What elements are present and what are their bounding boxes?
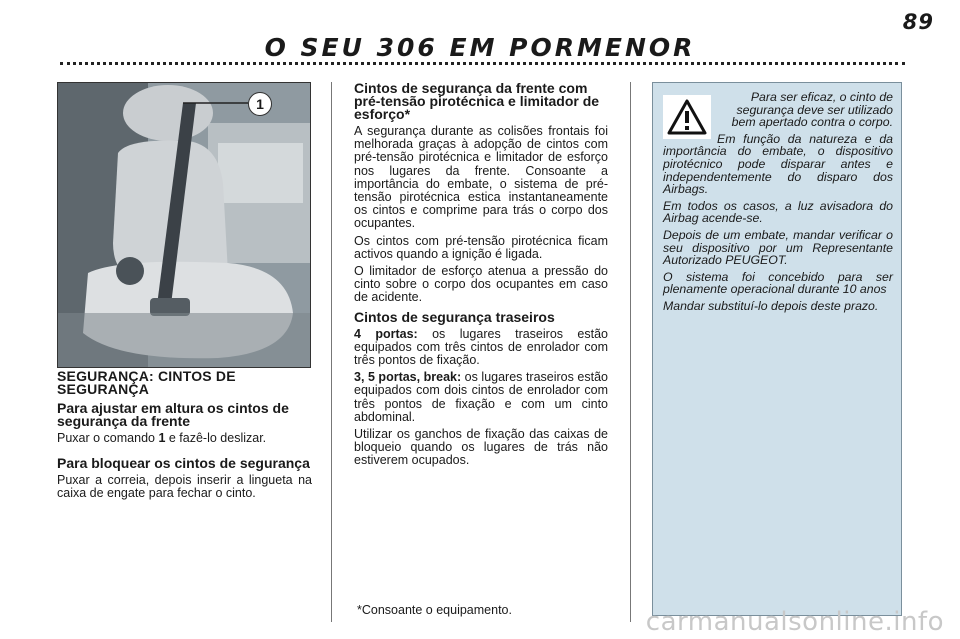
adjust-height-text: Puxar o comando 1 e fazê-lo deslizar. (57, 431, 267, 445)
column-middle (354, 82, 608, 472)
callout-1: 1 (248, 92, 272, 116)
adjust-height-title: Para ajustar em altura os cintos de segurança da frente (57, 400, 289, 429)
dotted-rule (60, 62, 905, 65)
control-number: 1 (158, 431, 166, 445)
warning-p4: Depois de um embate, mandar verificar o seu dispositivo por um Representante Autorizado PEUGEOT. (663, 227, 893, 268)
rear-belts-p3: Utilizar os ganchos de fixação das caixas de bloqueio quando os lugares de trás não estiverem ocupados. (354, 427, 608, 468)
seatbelt-photo (57, 82, 311, 368)
warning-triangle-icon (663, 95, 711, 139)
warning-p5: O sistema foi concebido para ser plenamente operacional durante 10 anos (663, 269, 893, 297)
chapter-title: O SEU 306 EM PORMENOR (264, 33, 696, 62)
column-left (57, 370, 312, 505)
front-belts-p1: A segurança durante as colisões frontais foi melhorada graças à adopção de cintos com pré-tensão pirotécnica e limitador de esforço nos lugares da frente. Consoante a importância do embate, o sistema de pré-tensão pirotécnica estica instantaneamente os cintos e comprime para trás o corpo dos ocupantes. (354, 124, 608, 231)
rear-belts-35door: 3, 5 portas, break: os lugares traseiros estão equipados com dois cintos de enrolador com três pontos de fixação e com um cinto abdominal. (354, 370, 608, 424)
section-title: SEGURANÇA: CINTOS DE SEGURANÇA (57, 368, 236, 397)
watermark: carmanualsonline.info (645, 607, 944, 637)
warning-p2: Em função da natureza e da importância do embate, o dispositivo pirotécnico pode disparar antes e independentemente do disparo dos Airbags. (663, 131, 893, 197)
rear-belts-4door: 4 portas: os lugares traseiros estão equipados com três cintos de enrolador com três pontos de fixação. (354, 326, 608, 368)
rear-belts-title: Cintos de segurança traseiros (354, 308, 555, 325)
footnote: *Consoante o equipamento. (357, 603, 512, 617)
column-divider-2 (630, 82, 631, 622)
column-divider-1 (331, 82, 332, 622)
warning-p3: Em todos os casos, a luz avisadora do Airbag acende-se. (663, 198, 893, 226)
lock-belt-title: Para bloquear os cintos de segurança (57, 455, 310, 472)
front-belts-title: Cintos de segurança da frente com pré-tensão pirotécnica e limitador de esforço* (354, 80, 600, 122)
lock-belt-text: Puxar a correia, depois inserir a lingueta na caixa de engate para fechar o cinto. (57, 473, 312, 501)
page-number: 89 (902, 10, 934, 34)
warning-p6: Mandar substituí-lo depois deste prazo. (663, 298, 879, 313)
warning-p1: Para ser eficaz, o cinto de segurança deve ser utilizado bem apertado contra o corpo. (731, 90, 893, 130)
warning-box (652, 82, 902, 616)
front-belts-p2: Os cintos com pré-tensão pirotécnica ficam activos quando a ignição é ligada. (354, 233, 608, 261)
front-belts-p3: O limitador de esforço atenua a pressão do cinto sobre o corpo dos ocupantes em caso de acidente. (354, 264, 608, 305)
